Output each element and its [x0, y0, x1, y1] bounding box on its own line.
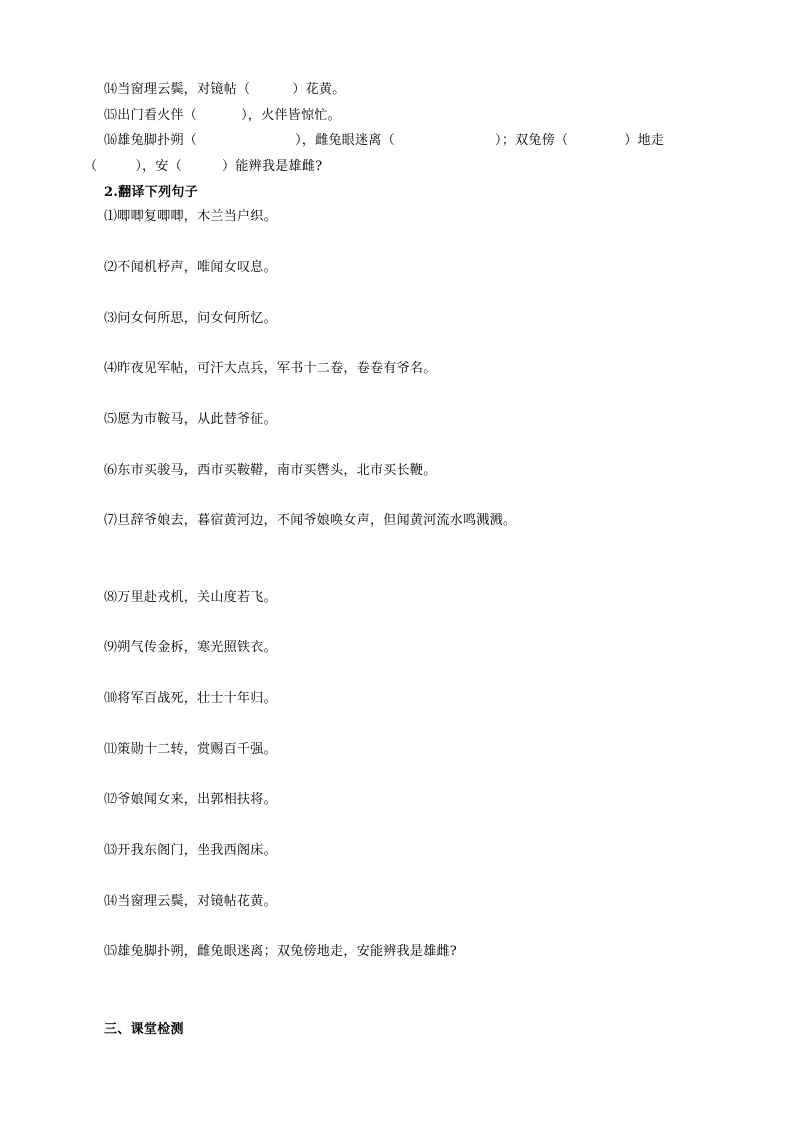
translate-sentence-3: ⑶问女何所思，问女何所忆。: [104, 311, 277, 326]
translate-sentence-4: ⑷昨夜见军帖，可汗大点兵，军书十二卷，卷卷有爷名。: [104, 361, 437, 376]
fill-blank-q16-line1: [104, 133, 664, 149]
translate-sentence-8: ⑻万里赴戎机，关山度若飞。: [104, 590, 277, 605]
fill-blank-q16-part6: ），安（: [135, 159, 183, 174]
translate-sentence-11: ⑾策勋十二转，赏赐百千强。: [104, 742, 277, 757]
fill-blank-q15: [104, 108, 341, 124]
fill-blank-q14: [104, 82, 346, 98]
fill-blank-q14-suffix: ）花黄。: [292, 82, 346, 97]
translate-sentence-2: ⑵不闻机杼声，唯闻女叹息。: [104, 260, 277, 275]
fill-blank-q16-part2: ），雌兔眼迷离（: [295, 133, 396, 148]
translate-sentence-13: ⒀开我东阁门，坐我西阁床。: [104, 843, 277, 858]
section-heading: 三、课堂检测: [104, 1022, 184, 1037]
fill-blank-q16-line2: [84, 159, 322, 175]
fill-blank-q16-part1: ⒃雄兔脚扑朔（: [104, 133, 198, 148]
translate-sentence-10: ⑽将军百战死，壮士十年归。: [104, 691, 277, 706]
translate-sentence-6: ⑹东市买骏马，西市买鞍鞯，南市买辔头，北市买长鞭。: [104, 463, 437, 478]
translate-sentence-5: ⑸愿为市鞍马，从此替爷征。: [104, 412, 277, 427]
fill-blank-q16-part3: ）；双兔傍（: [495, 133, 569, 148]
translate-sentence-7: ⑺旦辞爷娘去，暮宿黄河边，不闻爷娘唤女声，但闻黄河流水鸣溅溅。: [104, 513, 517, 528]
fill-blank-q15-suffix: ），火伴皆惊忙。: [241, 108, 342, 123]
translate-sentence-15: ⒂雄兔脚扑朔，雌兔眼迷离；双兔傍地走，安能辨我是雄雌?: [104, 944, 458, 959]
fill-blank-q14-prefix: ⒁当窗理云鬓，对镜帖（: [104, 82, 251, 97]
fill-blank-q15-prefix: ⒂出门看火伴（: [104, 108, 198, 123]
translate-sentence-9: ⑼朔气传金柝，寒光照铁衣。: [104, 640, 277, 655]
section-heading: 2.翻译下列句子: [104, 185, 198, 200]
translate-sentence-1: ⑴唧唧复唧唧，木兰当户织。: [104, 209, 277, 224]
fill-blank-q16-part4: ）地走: [624, 133, 665, 148]
fill-blank-q16-part5: （: [84, 159, 98, 174]
fill-blank-q16-part7: ）能辨我是雄雌?: [222, 159, 323, 174]
translate-sentence-12: ⑿爷娘闻女来，出郭相扶将。: [104, 792, 277, 807]
translate-sentence-14: ⒁当窗理云鬓，对镜帖花黄。: [104, 894, 277, 909]
